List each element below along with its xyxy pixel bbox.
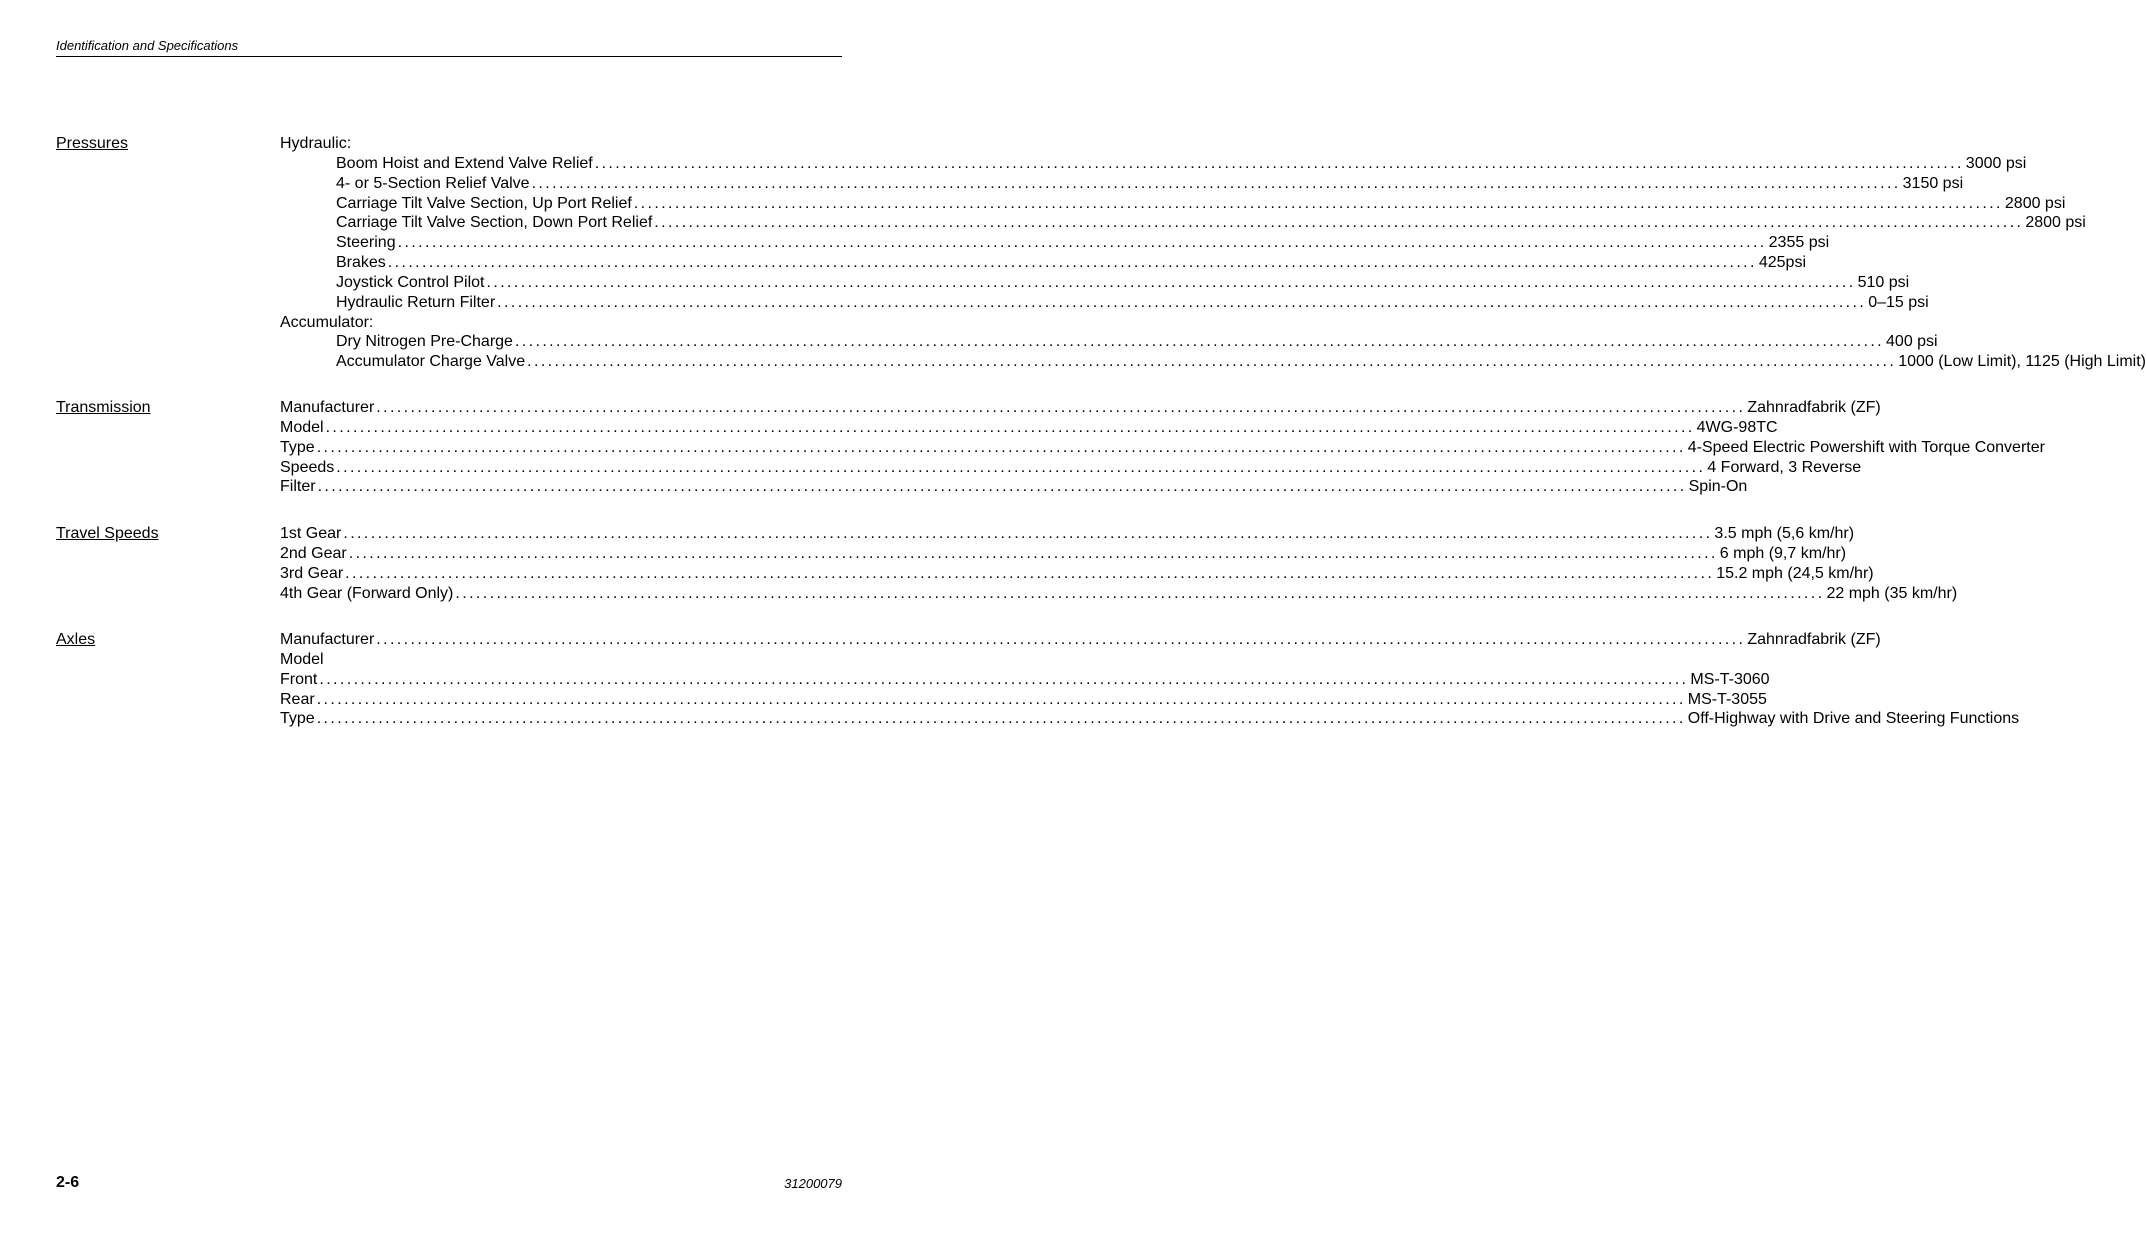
accumulator-heading: Accumulator: [280,313,374,331]
spec-value: MS-T-3060 [1690,670,1770,688]
spec-value: 22 mph (35 km/hr) [1826,584,1958,602]
dot-leader: ........................................................................................................................................................................................................ [317,478,1687,496]
spec-row [280,544,1847,564]
axles-manufacturer [280,630,1881,650]
dot-leader: ........................................................................................................................................................................................................ [594,154,1964,172]
spec-label: Manufacturer [280,399,375,416]
dot-leader: ........................................................................................................................................................................................................ [345,564,1715,582]
spec-row [280,564,1874,584]
spec-label: 1st Gear [280,525,342,542]
spec-value: 15.2 mph (24,5 km/hr) [1716,564,1874,582]
dot-leader: ........................................................................................................................................................................................................ [654,214,2024,232]
spec-row [280,670,1770,690]
spec-row [280,273,1910,293]
spec-row [280,194,2066,214]
spec-row [280,524,1855,544]
spec-label: 4- or 5-Section Relief Valve [336,174,530,192]
axles-content [280,630,2020,729]
spec-label: Manufacturer [280,631,375,648]
accumulator-list [280,332,2146,372]
spec-value: Spin-On [1688,478,1748,496]
spec-label: Model [280,418,324,436]
spec-label: 2nd Gear [280,544,347,562]
spec-label: Type [280,438,315,456]
spec-label: 4th Gear (Forward Only) [280,584,454,602]
spec-row [280,709,2020,729]
dot-leader: ........................................................................................................................................................................................................ [336,458,1706,476]
axles-model-heading: Model [280,650,324,668]
spec-row [280,418,1778,438]
spec-value: 3150 psi [1902,174,1964,192]
running-header: Identification and Specifications [56,38,842,57]
spec-value: 4 Forward, 3 Reverse [1707,458,1862,476]
dot-leader: ........................................................................................................................................................................................................ [343,525,1713,542]
spec-value: 2800 psi [2004,194,2066,212]
spec-row [280,477,1748,497]
spec-value: 400 psi [1886,333,1938,351]
spec-label: Joystick Control Pilot [336,273,485,291]
spec-value: 1000 (Low Limit), 1125 (High Limit) [1898,353,2146,371]
spec-row [280,690,1767,710]
pressures-content [280,134,2146,372]
dot-leader: ........................................................................................................................................................................................................ [316,690,1686,708]
spec-label: Dry Nitrogen Pre-Charge [336,333,513,351]
spec-value: 6 mph (9,7 km/hr) [1719,544,1847,562]
axles-list [280,670,2020,730]
dot-leader: ........................................................................................................................................................................................................ [387,254,1757,272]
spec-row [280,398,1881,418]
section-title-pressures: Pressures [56,135,129,152]
travel-speeds-list [280,524,1958,603]
hydraulic-list [280,154,2086,313]
spec-label: Rear [280,690,315,708]
spec-value: 3000 psi [1965,154,2027,172]
spec-value: 4-Speed Electric Powershift with Torque Converter [1687,438,2045,456]
dot-leader: ........................................................................................................................................................................................................ [527,353,1897,371]
dot-leader: ........................................................................................................................................................................................................ [348,544,1718,562]
spec-row [280,174,1964,194]
spec-row [280,630,1881,650]
spec-row [280,213,2086,233]
section-title-axles: Axles [56,631,96,648]
dot-leader: ........................................................................................................................................................................................................ [376,631,1746,648]
dot-leader: ........................................................................................................................................................................................................ [633,194,2003,212]
dot-leader: ........................................................................................................................................................................................................ [316,710,1686,728]
spec-value: 2355 psi [1768,234,1830,252]
spec-label: Front [280,670,318,688]
spec-value: 4WG-98TC [1696,418,1778,436]
spec-value: 425psi [1758,254,1807,272]
spec-label: Type [280,710,315,728]
spec-row [280,458,1862,478]
spec-row [280,438,2045,458]
spec-label: Carriage Tilt Valve Section, Up Port Relief [336,194,632,212]
dot-leader: ........................................................................................................................................................................................................ [497,293,1867,311]
spec-label: Hydraulic Return Filter [336,293,496,311]
spec-row [280,233,1830,253]
spec-row [280,332,1938,352]
spec-label: Brakes [336,254,386,272]
spec-value: Zahnradfabrik (ZF) [1747,631,1881,648]
document-number: 31200079 [784,1176,842,1191]
dot-leader: ........................................................................................................................................................................................................ [514,333,1885,351]
spec-row [280,154,2027,174]
spec-value: 510 psi [1857,273,1910,291]
spec-row [280,352,2146,372]
spec-label: Carriage Tilt Valve Section, Down Port Relief [336,214,653,232]
spec-value: 0–15 psi [1868,293,1929,311]
spec-row [280,253,1807,273]
spec-label: Steering [336,234,396,252]
spec-label: 3rd Gear [280,564,344,582]
spec-label: Boom Hoist and Extend Valve Relief [336,154,593,172]
dot-leader: ........................................................................................................................................................................................................ [376,399,1746,416]
dot-leader: ........................................................................................................................................................................................................ [486,273,1856,291]
spec-label: Accumulator Charge Valve [336,353,526,371]
dot-leader: ........................................................................................................................................................................................................ [397,234,1767,252]
section-title-travel-speeds: Travel Speeds [56,525,159,542]
spec-row [280,584,1958,604]
dot-leader: ........................................................................................................................................................................................................ [531,174,1901,192]
dot-leader: ........................................................................................................................................................................................................ [325,418,1695,436]
spec-label: Speeds [280,458,335,476]
spec-row [280,293,1929,313]
spec-value: Zahnradfabrik (ZF) [1747,399,1881,416]
transmission-list [280,398,2045,497]
dot-leader: ........................................................................................................................................................................................................ [455,584,1825,602]
section-title-transmission: Transmission [56,399,151,416]
spec-label: Filter [280,478,316,496]
page-number: 2-6 [56,1174,80,1191]
spec-value: Off-Highway with Drive and Steering Functions [1687,710,2020,728]
hydraulic-heading: Hydraulic: [280,135,352,152]
dot-leader: ........................................................................................................................................................................................................ [316,438,1686,456]
dot-leader: ........................................................................................................................................................................................................ [319,670,1689,688]
spec-value: 2800 psi [2025,214,2086,232]
spec-value: MS-T-3055 [1687,690,1767,708]
spec-value: 3.5 mph (5,6 km/hr) [1714,525,1855,542]
